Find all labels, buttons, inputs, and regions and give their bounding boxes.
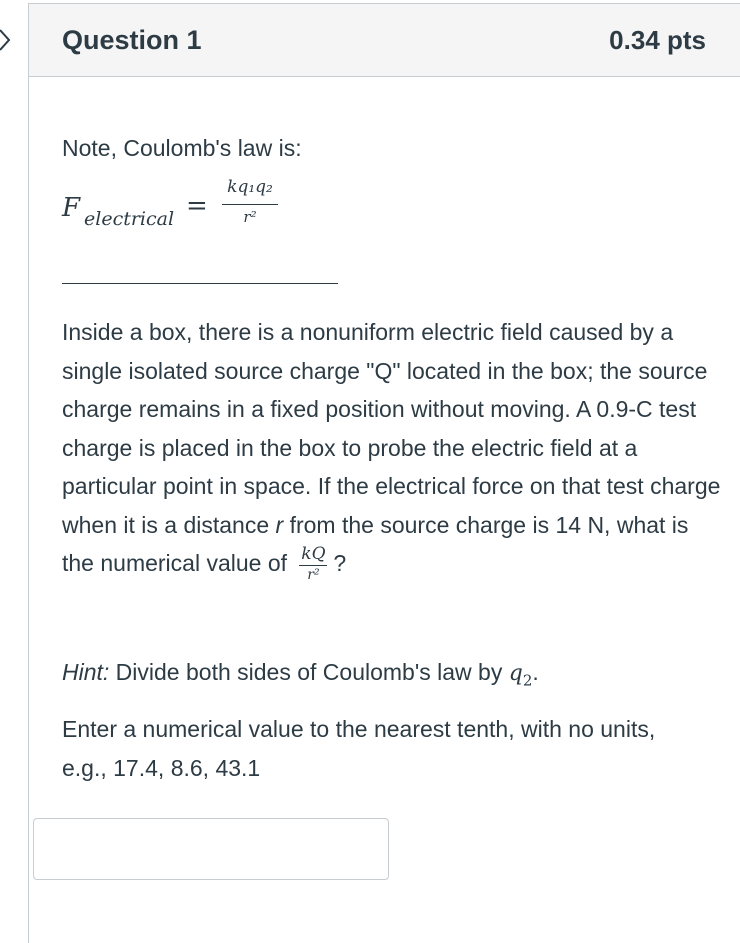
question-mark: ?	[333, 550, 347, 576]
hint-variable	[508, 661, 533, 690]
question-card	[28, 3, 740, 943]
inline-fraction-denominator: r²	[307, 566, 320, 583]
formula-denominator: r²	[243, 208, 257, 226]
instruction-text: Enter a numerical value to the nearest tenth, with no units, e.g., 17.4, 8.6, 43.1	[62, 716, 656, 781]
expand-arrow-icon[interactable]	[0, 26, 14, 54]
paragraph-part2: from the source charge is 14 N, what is the numerical value of	[62, 511, 689, 576]
formula-lhs-subscript: electrical	[84, 208, 175, 230]
coulomb-formula	[62, 177, 362, 237]
inline-fraction-bar	[299, 565, 327, 566]
hint-label: Hint:	[62, 659, 110, 685]
note-text: Note, Coulomb's law is:	[62, 135, 302, 161]
hint-body: Divide both sides of Coulomb's law by	[109, 659, 509, 685]
divider	[62, 283, 338, 284]
question-paragraph	[62, 313, 722, 584]
question-header	[29, 4, 740, 77]
formula-numerator: kq₁q₂	[227, 177, 273, 197]
answer-input[interactable]	[33, 818, 389, 880]
formula-equals: =	[186, 191, 208, 221]
question-points: 0.34 pts	[609, 24, 706, 55]
question-title: Question 1	[62, 24, 202, 55]
paragraph-part1: Inside a box, there is a nonuniform electric field caused by a single isolated source charge "Q" located in the box; the source charge remains in a fixed position without moving. A 0.9-C test charge is placed in the box to probe the electric field at a particular point in space. If the electrical force on that test charge when it is a distance	[62, 319, 721, 538]
hint-text	[62, 653, 539, 700]
hint-subscript: 2	[522, 671, 533, 690]
formula-lhs: F	[62, 193, 81, 223]
inline-fraction	[295, 543, 331, 584]
paragraph-r: r	[275, 511, 284, 538]
formula-fraction-bar	[222, 204, 278, 205]
inline-fraction-numerator: kQ	[301, 543, 326, 564]
hint-var: q	[508, 661, 523, 686]
hint-end: .	[532, 659, 539, 685]
